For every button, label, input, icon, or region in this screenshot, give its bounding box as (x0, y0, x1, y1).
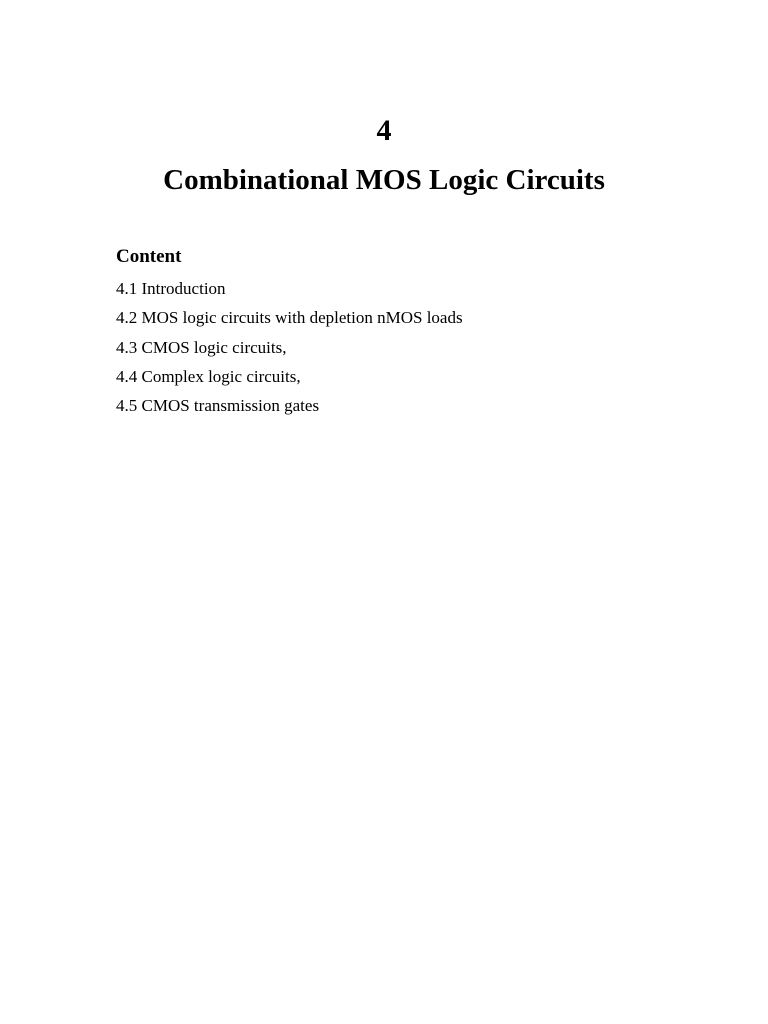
chapter-number: 4 (376, 114, 392, 147)
toc-item-4-4: 4.4 Complex logic circuits, (116, 366, 301, 386)
content-heading: Content (116, 246, 182, 267)
toc-item-4-1: 4.1 Introduction (116, 279, 226, 298)
toc-item-4-3: 4.3 CMOS logic circuits, (116, 337, 287, 357)
toc-item-4-5: 4.5 CMOS transmission gates (116, 396, 320, 416)
chapter-title: Combinational MOS Logic Circuits (163, 164, 605, 196)
table-of-contents (116, 279, 463, 425)
toc-item-4-2: 4.2 MOS logic circuits with depletion nMOS loads (116, 308, 463, 328)
